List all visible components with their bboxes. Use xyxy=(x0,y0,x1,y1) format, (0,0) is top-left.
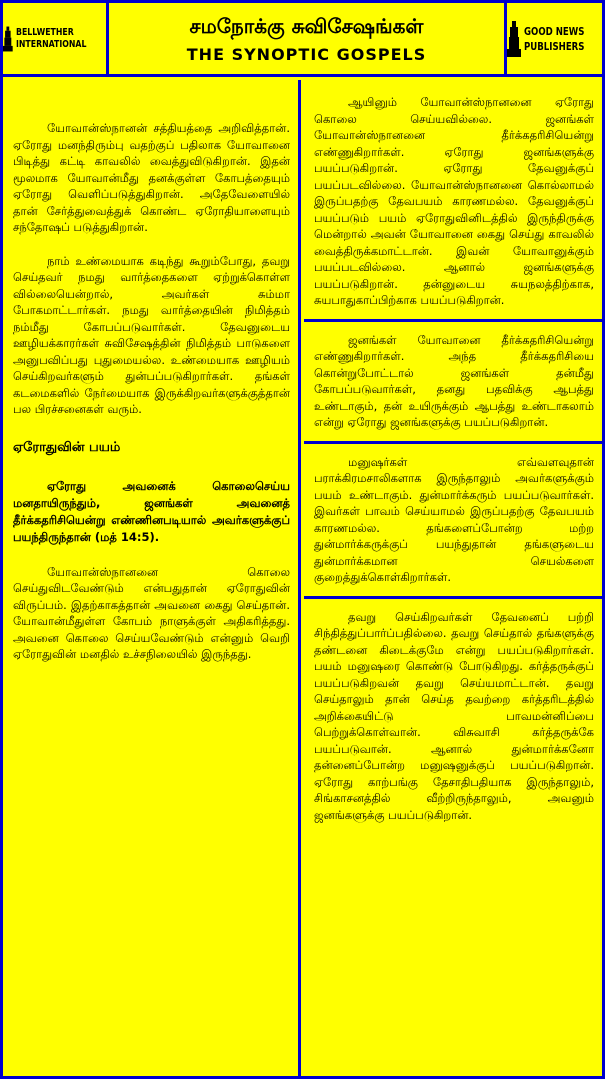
divider xyxy=(304,441,602,444)
left-column xyxy=(3,80,301,1076)
paragraph: ஜனங்கள் யோவானை தீர்க்கதரிசியென்று எண்ணுகிறார்கள். அந்த தீர்க்கதரிசியை கொன்றுபோட்டால் ஜனங்கள் தன்மீது கோபப்படுவார்கள், தனது பதவிக்கு ஆபத்து உண்டாகும், தன் உயிருக்கும் ஆபத்து உண்டாகலாம் என்று ஏரோது ஜனங்களுக்கு பயப்படுகிறான். xyxy=(314,332,594,429)
paragraph: மனுஷர்கள் எவ்வளவுதான் பராக்கிரமசாலிகளாக இருந்தாலும் அவர்களுக்கும் பயம் உண்டாகும். துன்மார்க்கரும் பயப்படுவார்கள். இவர்கள் பாவம் செய்யாமல் இருப்பதற்கு தேவபயம் காரணமல்ல. தங்களைப்போன்ற மற்ற துன்மார்க்கருக்குப் பயந்துதான் தங்களுடைய துன்மார்க்கமான செயல்களை குறைத்துக்கொள்கிறார்கள். xyxy=(314,454,594,584)
paragraph: யோவான்ஸ்நானன் சத்தியத்தை அறிவித்தான். ஏரோது மனந்திரும்பு வதற்குப் பதிலாக யோவானை பிடித்து கட்டி காவலில் வைத்துவிடுகிறான். இதன் மூலமாக யோவான்மீது தனக்குள்ள கோபத்தையும் ஏரோது வெளிப்படுத்துகிறான். அதேவேளையில் தான் சேர்த்துவைத்துக் கொண்ட ஏரோதியாளையும் சந்தோஷப் படுத்துகிறான். xyxy=(13,121,290,234)
scripture-quote: ஏரோது அவனைக் கொலைசெய்ய மனதாயிருந்தும், ஜனங்கள் அவனைத் தீர்க்கதரிசியென்று எண்ணினபடியால் அவர்களுக்குப் பயந்திருந்தான் (மத் 14:5). xyxy=(13,478,290,544)
page-title-english: THE SYNOPTIC GOSPELS xyxy=(186,44,427,64)
logo-line-1: BELLWETHER xyxy=(15,26,74,38)
title-box xyxy=(109,3,504,74)
paragraph: யோவான்ஸ்நானனை கொலை செய்துவிடவேண்டும் என்பதுதான் ஏரோதுவின் விருப்பம். இதற்காகத்தான் அவனை கைது செய்தான். யோவான்மீதுள்ள கோபம் நாளுக்குள் அதிகரித்தது. அவனை கொலை செய்யவேண்டும் என்னும் வெறி ஏரோதுவின் மனதில் உச்சநிலையில் இருந்தது. xyxy=(13,564,290,661)
header-banner xyxy=(3,3,602,77)
good-news-logo xyxy=(504,3,602,74)
divider xyxy=(304,319,602,322)
logo-line-2: INTERNATIONAL xyxy=(15,38,87,50)
bellwether-logo xyxy=(3,3,109,74)
tower-icon xyxy=(3,21,13,57)
divider xyxy=(304,596,602,599)
right-column xyxy=(304,80,602,1076)
paragraph: தவறு செய்கிறவர்கள் தேவனைப் பற்றி சிந்தித்துப்பார்ப்பதில்லை. தவறு செய்தால் தங்களுக்கு தண்டனை கிடைக்குமே என்று பயப்படுகிறார்கள். பயம் மனுஷரை கொண்டு போடுகிறது. கர்த்தருக்குப் பயப்படுகிறவன் தவறு செய்யமாட்டான். தவறு செய்தாலும் தான் செய்த தவற்றை கர்த்தரிடத்தில் அறிக்கையிட்டு பாவமன்னிப்பை பெற்றுக்கொள்வான். விசுவாசி கர்த்தருக்கே பயப்படுவான். ஆனால் துன்மார்க்கனோ தன்னைப்போன்ற மனுஷனுக்குப் பயப்படுகிறான். ஏரோது காற்பங்கு தேசாதிபதியாக இருந்தாலும், சிங்காசனத்தில் வீற்றிருந்தாலும், அவனும் ஜனங்களுக்கு பயப்படுகிறான். xyxy=(314,609,594,822)
paragraph: ஆயினும் யோவான்ஸ்நானனை ஏரோது கொலை செய்யவில்லை. ஜனங்கள் யோவான்ஸ்நானனை தீர்க்கதரிசியென்று எண்ணுகிறார்கள். ஏரோது ஜனங்களுக்கு பயப்படுகிறான். ஏரோது தேவனுக்குப் பயப்படவில்லை. யோவான்ஸ்நானனை கொல்லாமல் இருப்பதற்கு தேவபயம் காரணமல்ல. தேவனுக்குப் பயப்படும் பயம் ஏரோதுவினிடத்தில் இருந்திருக்கு மென்றால் அவன் யோவானை கைது செய்து காவலில் வைத்திருக்கமாட்டான். இவன் யோவானுக்கும் பயப்படவில்லை. ஆனால் ஜனங்களுக்கு பயப்படுகிறான். தன்னுடைய சுயநலத்திற்காக, சுயபாதுகாப்பிற்காக பயப்படுகிறான். xyxy=(314,95,594,307)
tower-icon xyxy=(507,21,521,57)
paragraph: நாம் உண்மையாக கடிந்து கூறும்போது, தவறு செய்தவர் நமது வார்த்தைகளை ஏற்றுக்கொள்ள வில்லையென்றால், அவர்கள் சும்மா போகமாட்டார்கள். நமது வார்த்தையின் நிமித்தம் நம்மீது கோபப்படுவார்கள். தேவனுடைய ஊழியக்காரர்கள் சுவிசேஷத்தின் நிமித்தம் பாடுகளை அனுபவிப்பது புதுமையல்ல. உண்மையாக ஊழியம் செய்கிறவர்களும் துன்பப்படுகிறார்கள். தங்கள் கடமைகளில் நேர்மையாக இருக்கிறவர்களுக்குத்தான் பல பிரச்சனைகள் வரும். xyxy=(13,253,290,416)
page-title-tamil: சமநோக்கு சுவிசேஷங்கள் xyxy=(189,13,424,38)
logo-line-2: PUBLISHERS xyxy=(524,39,585,53)
logo-line-1: GOOD NEWS xyxy=(524,24,585,38)
section-heading: ஏரோதுவின் பயம் xyxy=(13,439,121,455)
